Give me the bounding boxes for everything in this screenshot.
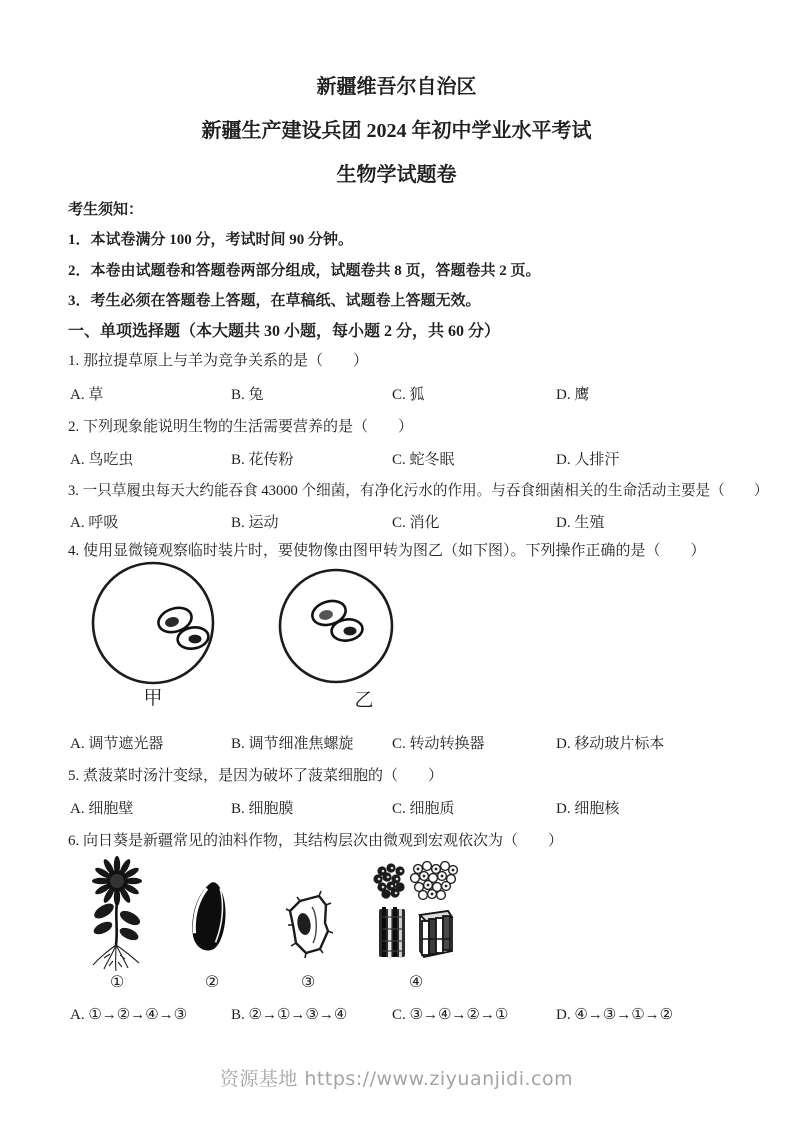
section-heading: 一、单项选择题（本大题共 30 小题，每小题 2 分，共 60 分）	[68, 323, 501, 340]
question-1-option-a: A. 草	[70, 387, 104, 403]
figure-label-1: ①	[109, 974, 125, 991]
question-4-option-c: C. 转动转换器	[392, 736, 485, 752]
exam-session-title: 新疆生产建设兵团 2024 年初中学业水平考试	[201, 120, 592, 142]
notice-item-3: 3．考生必须在答题卷上答题，在草稿纸、试题卷上答题无效。	[68, 293, 481, 309]
question-3-stem: 3. 一只草履虫每天大约能吞食 43000 个细菌，有净化污水的作用。与吞食细菌相关的生命活动主要是（ ）	[68, 483, 769, 499]
notice-item-2: 2．本卷由试题卷和答题卷两部分组成，试题卷共 8 页，答题卷共 2 页。	[68, 263, 541, 279]
question-5-option-b: B. 细胞膜	[231, 801, 294, 817]
figure-label-jia: 甲	[143, 688, 163, 708]
question-1-stem: 1. 那拉提草原上与羊为竞争关系的是（ ）	[68, 353, 369, 369]
plant-cell-icon	[286, 891, 333, 958]
exam-subject-title: 生物学试题卷	[336, 164, 457, 186]
question-5-option-c: C. 细胞质	[392, 801, 455, 817]
question-6-figure	[60, 851, 480, 995]
question-1-option-c: C. 狐	[392, 387, 425, 403]
question-4-stem: 4. 使用显微镜观察临时装片时，要使物像由图甲转为图乙（如下图）。下列操作正确的是（ ）	[68, 543, 706, 559]
question-1-option-d: D. 鹰	[556, 387, 590, 403]
question-6-option-b: B. ②→①→③→④	[231, 1007, 348, 1023]
question-3-option-a: A. 呼吸	[70, 515, 119, 531]
question-4-option-b: B. 调节细准焦螺旋	[231, 736, 354, 752]
sunflower-plant-icon	[92, 856, 143, 971]
sunflower-seed-icon	[189, 880, 231, 952]
question-2-options	[70, 448, 732, 469]
question-2-option-c: C. 蛇冬眠	[392, 452, 455, 468]
question-4-option-d: D. 移动玻片标本	[556, 736, 665, 752]
question-5-options	[70, 797, 732, 818]
question-4-options	[70, 732, 732, 753]
figure-label-yi: 乙	[354, 690, 374, 708]
question-2-option-a: A. 鸟吃虫	[70, 452, 134, 468]
question-5-stem: 5. 煮菠菜时汤汁变绿，是因为破坏了菠菜细胞的（ ）	[68, 768, 444, 784]
question-2-option-d: D. 人排汗	[556, 452, 620, 468]
question-6-option-d: D. ④→③→①→②	[556, 1007, 674, 1023]
watermark-footer: 资源基地 https://www.ziyuanjidi.com	[219, 1068, 574, 1090]
notice-item-1: 1．本试卷满分 100 分，考试时间 90 分钟。	[68, 232, 354, 248]
figure-label-3: ③	[300, 974, 316, 991]
microscope-field-yi-icon	[280, 570, 392, 682]
question-6-option-c: C. ③→④→②→①	[392, 1007, 509, 1023]
figure-label-2: ②	[204, 974, 220, 991]
question-1-option-b: B. 兔	[231, 387, 264, 403]
microscope-field-jia-icon	[93, 563, 213, 683]
question-4-option-a: A. 调节遮光器	[70, 736, 164, 752]
question-6-option-a: A. ①→②→④→③	[70, 1007, 188, 1023]
question-4-figure	[78, 558, 400, 708]
question-3-option-c: C. 消化	[392, 515, 440, 531]
question-1-options	[70, 383, 732, 404]
question-3-option-d: D. 生殖	[556, 515, 605, 531]
question-5-option-d: D. 细胞核	[556, 801, 620, 817]
question-6-stem: 6. 向日葵是新疆常见的油料作物，其结构层次由微观到宏观依次为（ ）	[68, 833, 564, 849]
question-5-option-a: A. 细胞壁	[70, 801, 134, 817]
question-6-options	[70, 1005, 732, 1024]
question-2-option-b: B. 花传粉	[231, 452, 294, 468]
figure-label-4: ④	[408, 974, 424, 991]
question-3-option-b: B. 运动	[231, 515, 279, 531]
notice-heading: 考生须知：	[68, 202, 144, 218]
question-3-options	[70, 511, 732, 532]
exam-region-title: 新疆维吾尔自治区	[316, 76, 477, 98]
question-2-stem: 2. 下列现象能说明生物的生活需要营养的是（ ）	[68, 419, 414, 435]
plant-tissues-icon	[373, 862, 457, 959]
